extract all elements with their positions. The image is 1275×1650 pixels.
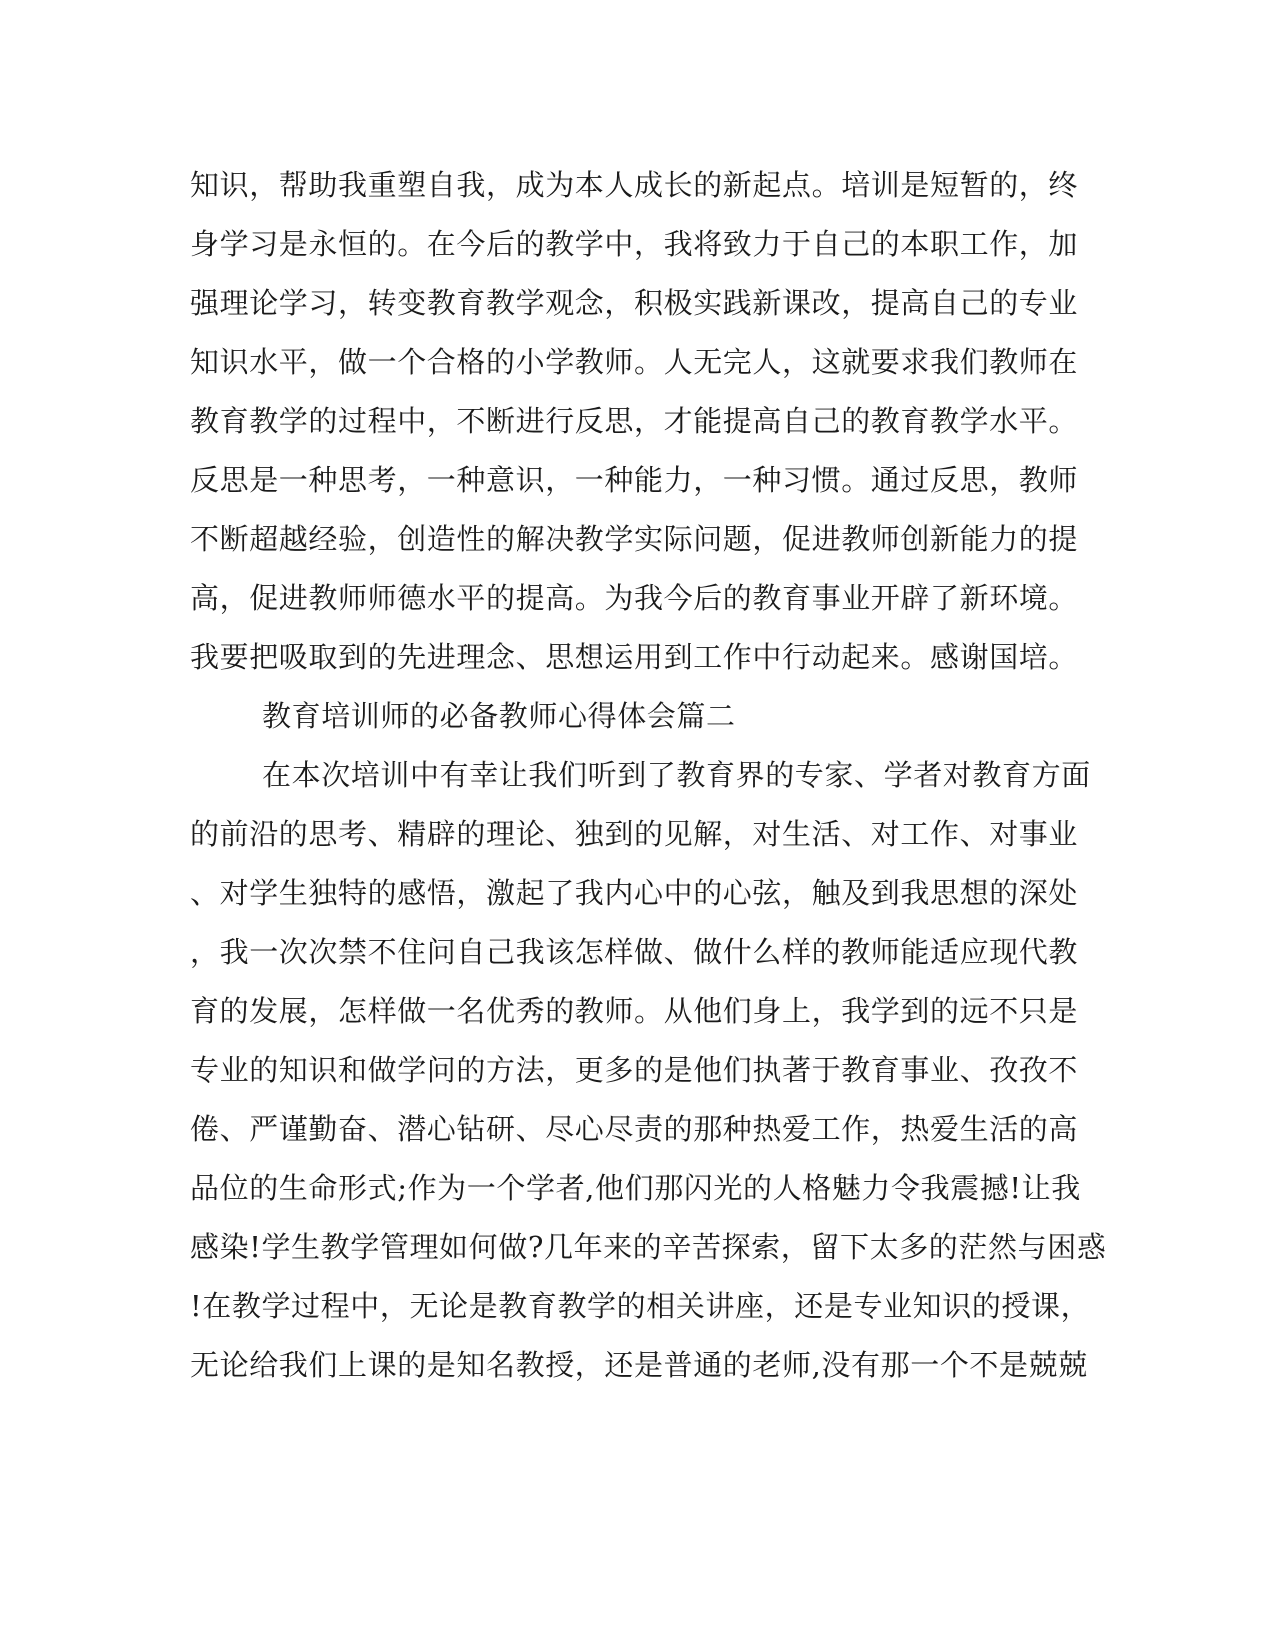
text-line: 无论给我们上课的是知名教授，还是普通的老师,没有那一个不是兢兢 <box>190 1348 1088 1382</box>
text-line: 、对学生独特的感悟，激起了我内心中的心弦，触及到我思想的深处 <box>190 876 1079 910</box>
text-line: 品位的生命形式;作为一个学者,他们那闪光的人格魅力令我震撼!让我 <box>190 1171 1081 1205</box>
text-line: 我要把吸取到的先进理念、思想运用到工作中行动起来。感谢国培。 <box>190 640 1079 674</box>
text-line: 育的发展，怎样做一名优秀的教师。从他们身上，我学到的远不只是 <box>190 994 1079 1028</box>
text-line: 知识水平，做一个合格的小学教师。人无完人，这就要求我们教师在 <box>190 345 1079 379</box>
section-heading: 教育培训师的必备教师心得体会篇二 <box>262 699 736 733</box>
text-line: 高，促进教师师德水平的提高。为我今后的教育事业开辟了新环境。 <box>190 581 1079 615</box>
text-line: ，我一次次禁不住问自己我该怎样做、做什么样的教师能适应现代教 <box>190 935 1079 969</box>
text-line: 教育教学的过程中，不断进行反思，才能提高自己的教育教学水平。 <box>190 404 1079 438</box>
text-line: 不断超越经验，创造性的解决教学实际问题，促进教师创新能力的提 <box>190 522 1079 556</box>
text-line: 专业的知识和做学问的方法，更多的是他们执著于教育事业、孜孜不 <box>190 1053 1079 1087</box>
text-line: 感染!学生教学管理如何做?几年来的辛苦探索，留下太多的茫然与困惑 <box>190 1230 1107 1264</box>
text-line: 身学习是永恒的。在今后的教学中，我将致力于自己的本职工作，加 <box>190 227 1079 261</box>
paragraph-first-line: 在本次培训中有幸让我们听到了教育界的专家、学者对教育方面 <box>262 758 1091 792</box>
text-line: 倦、严谨勤奋、潜心钻研、尽心尽责的那种热爱工作，热爱生活的高 <box>190 1112 1079 1146</box>
text-line: 知识，帮助我重塑自我，成为本人成长的新起点。培训是短暂的，终 <box>190 168 1079 202</box>
text-line: 的前沿的思考、精辟的理论、独到的见解，对生活、对工作、对事业 <box>190 817 1079 851</box>
text-line: !在教学过程中，无论是教育教学的相关讲座，还是专业知识的授课， <box>190 1289 1091 1323</box>
text-line: 强理论学习，转变教育教学观念，积极实践新课改，提高自己的专业 <box>190 286 1079 320</box>
text-line: 反思是一种思考，一种意识，一种能力，一种习惯。通过反思，教师 <box>190 463 1079 497</box>
